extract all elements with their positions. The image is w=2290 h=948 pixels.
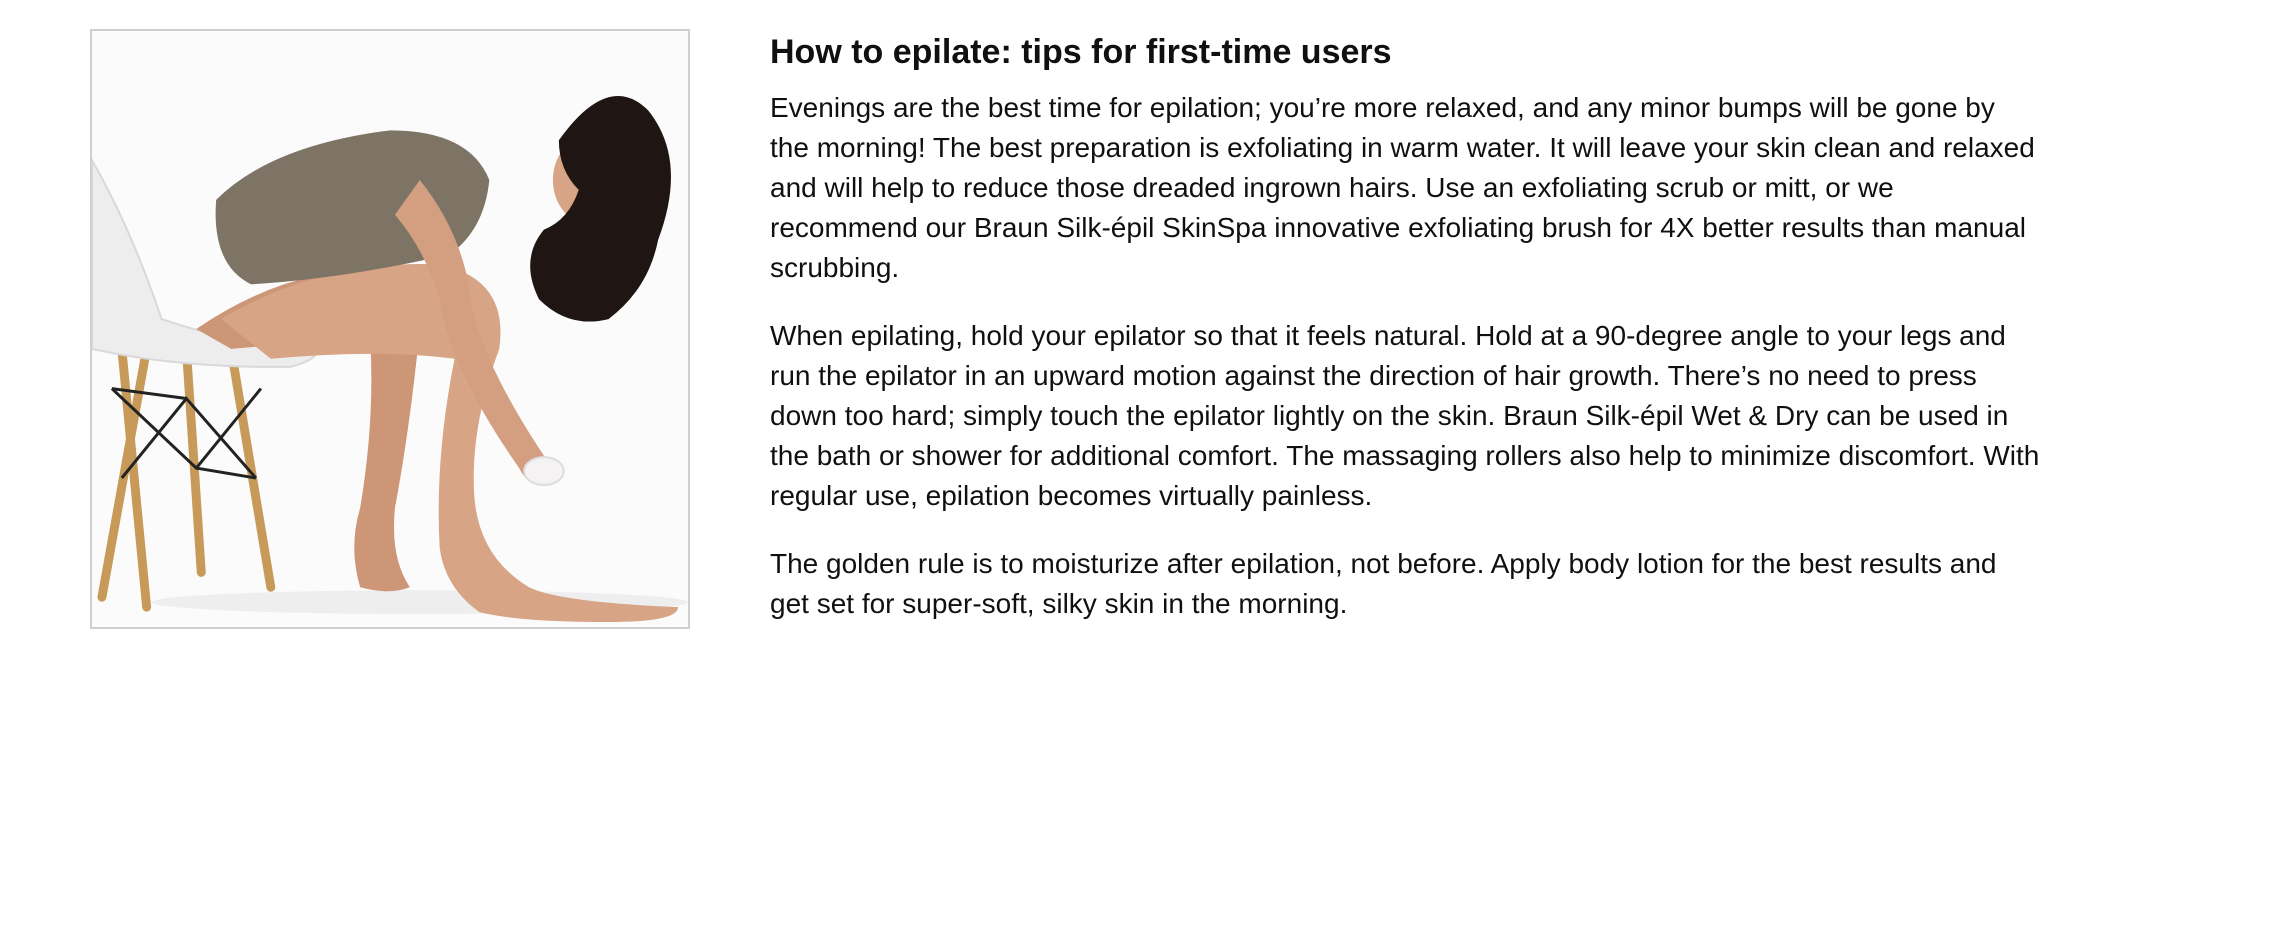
epilator-device (524, 457, 564, 485)
product-lifestyle-image (90, 29, 690, 629)
paragraph-aftercare: The golden rule is to moisturize after epilation, not before. Apply body lotion for the best results and get set for super-soft, silky skin in the morning. (770, 548, 1997, 619)
section-heading: How to epilate: tips for first-time users (770, 33, 1392, 71)
description-text (770, 30, 2040, 652)
paragraph-technique: When epilating, hold your epilator so that it feels natural. Hold at a 90-degree angle to your legs and run the epilator in an upward motion against the direction of hair growth. There’s no need to press down too hard; simply touch the epilator lightly on the skin. Braun Silk-épil Wet & Dry can be used in the bath or shower for additional comfort. The massaging rollers also help to minimize discomfort. With regular use, epilation becomes virtually painless. (770, 320, 2040, 511)
paragraph-preparation: Evenings are the best time for epilation; you’re more relaxed, and any minor bumps will be gone by the morning! The best preparation is exfoliating in warm water. It will leave your skin clean and relaxed and will help to reduce those dreaded ingrown hairs. Use an exfoliating scrub or mitt, or we recommend our Braun Silk-épil SkinSpa innovative exfoliating brush for 4X better results than manual scrubbing. (770, 92, 2035, 283)
woman-epilating-illustration (92, 31, 688, 627)
